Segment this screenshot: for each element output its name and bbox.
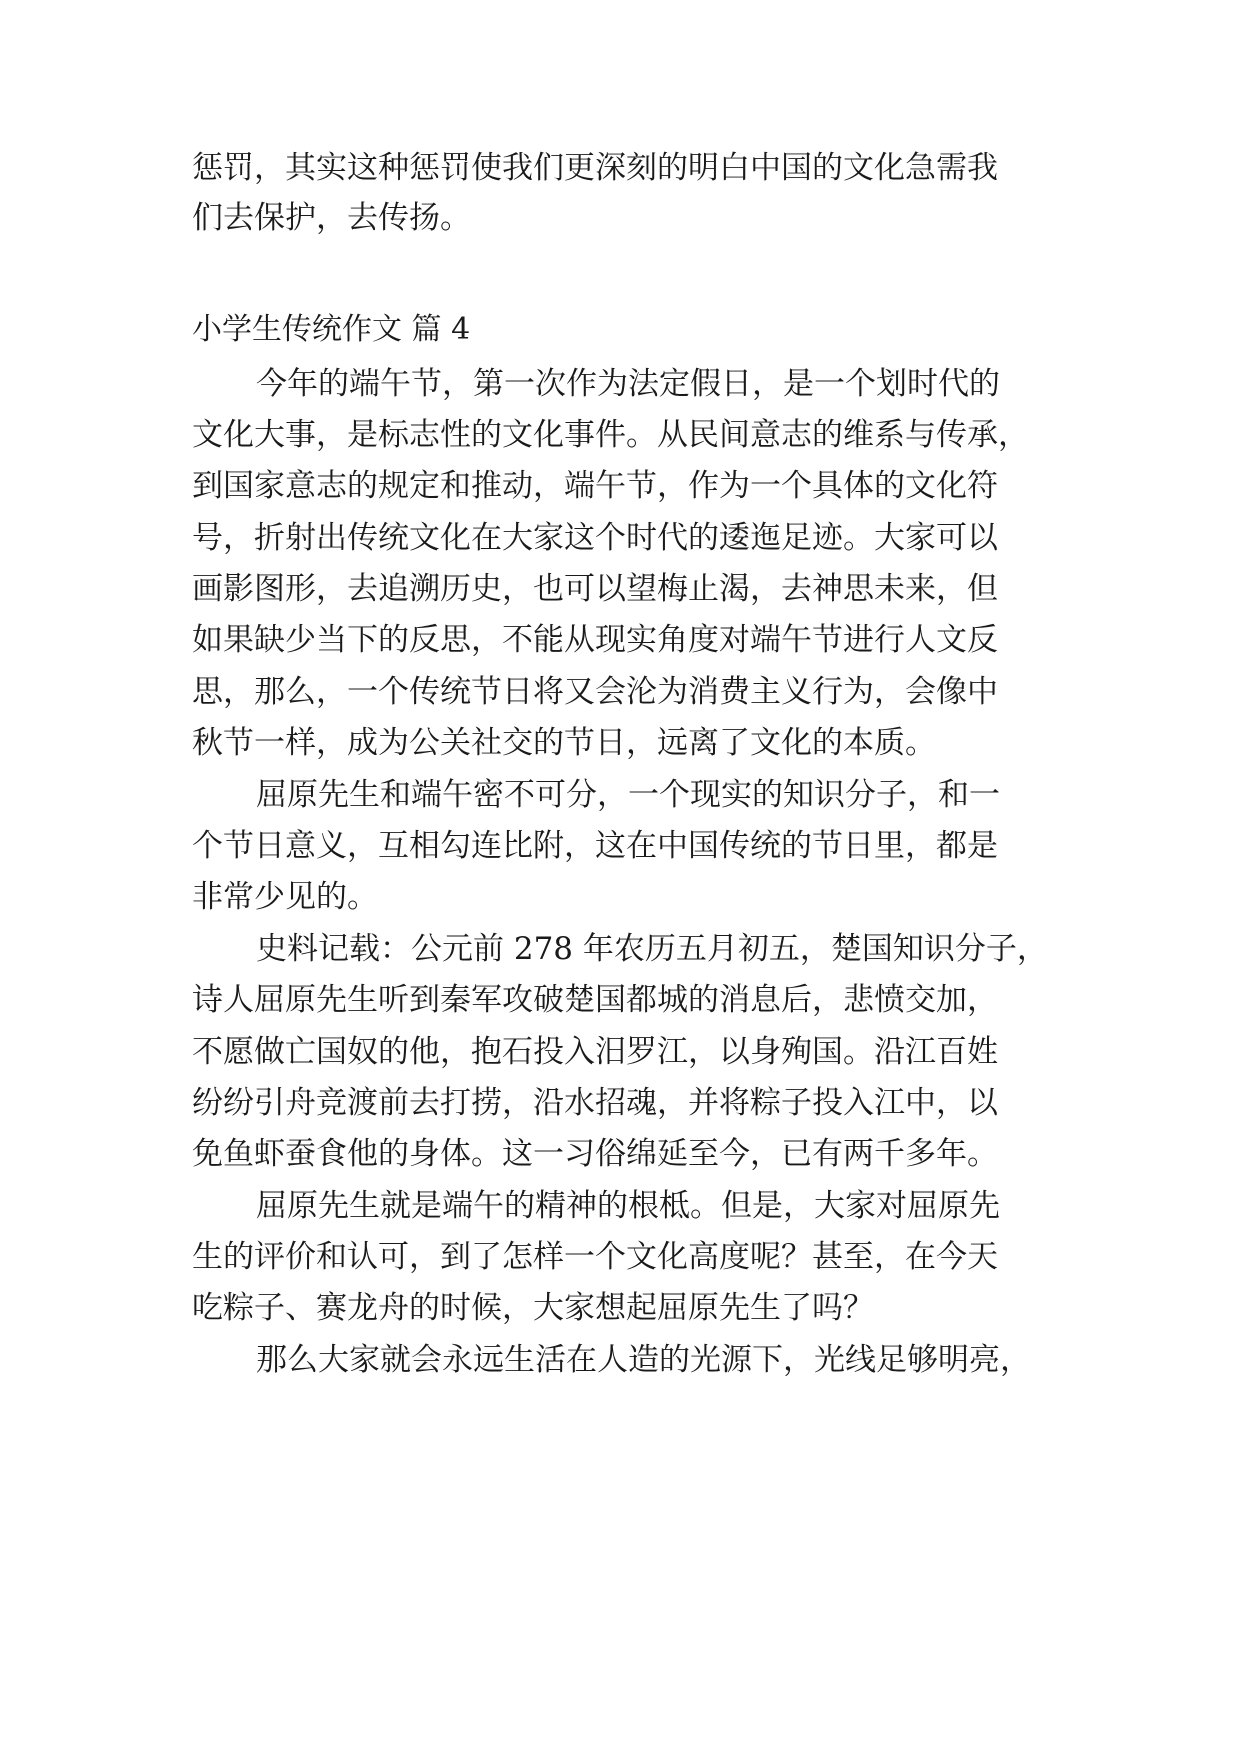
text-line: 个节日意义，互相勾连比附，这在中国传统的节日里，都是 (192, 828, 998, 864)
text-line: 史料记载：公元前 278 年农历五月初五，楚国知识分子， (256, 931, 1048, 967)
text-line: 到国家意志的规定和推动，端午节，作为一个具体的文化符 (192, 468, 998, 504)
text-line: 非常少见的。 (192, 879, 378, 915)
text-line: 吃粽子、赛龙舟的时候，大家想起屈原先生了吗？ (192, 1290, 874, 1326)
text-line: 屈原先生和端午密不可分，一个现实的知识分子，和一 (256, 777, 1000, 813)
text-line: 号，折射出传统文化在大家这个时代的逶迤足迹。大家可以 (192, 520, 998, 556)
text-line: 惩罚，其实这种惩罚使我们更深刻的明白中国的文化急需我 (192, 150, 998, 186)
text-line: 纷纷引舟竞渡前去打捞，沿水招魂，并将粽子投入江中，以 (192, 1085, 998, 1121)
section-title: 小学生传统作文 篇 4 (192, 312, 471, 347)
text-line: 那么大家就会永远生活在人造的光源下，光线足够明亮， (256, 1342, 1031, 1378)
text-line: 秋节一样，成为公关社交的节日，远离了文化的本质。 (192, 725, 936, 761)
text-line: 画影图形，去追溯历史，也可以望梅止渴，去神思未来，但 (192, 571, 998, 607)
text-line: 屈原先生就是端午的精神的根柢。但是，大家对屈原先 (256, 1188, 1000, 1224)
text-line: 们去保护，去传扬。 (192, 200, 471, 236)
text-line: 诗人屈原先生听到秦军攻破楚国都城的消息后，悲愤交加， (192, 982, 998, 1018)
text-line: 免鱼虾蚕食他的身体。这一习俗绵延至今，已有两千多年。 (192, 1136, 998, 1172)
text-line: 思，那么，一个传统节日将又会沦为消费主义行为，会像中 (192, 674, 998, 710)
text-line: 今年的端午节，第一次作为法定假日，是一个划时代的 (256, 366, 1000, 402)
text-line: 不愿做亡国奴的他，抱石投入汨罗江，以身殉国。沿江百姓 (192, 1034, 998, 1070)
text-line: 文化大事，是标志性的文化事件。从民间意志的维系与传承， (192, 417, 1029, 453)
text-line: 生的评价和认可，到了怎样一个文化高度呢？甚至，在今天 (192, 1239, 998, 1275)
text-line: 如果缺少当下的反思，不能从现实角度对端午节进行人文反 (192, 622, 998, 658)
